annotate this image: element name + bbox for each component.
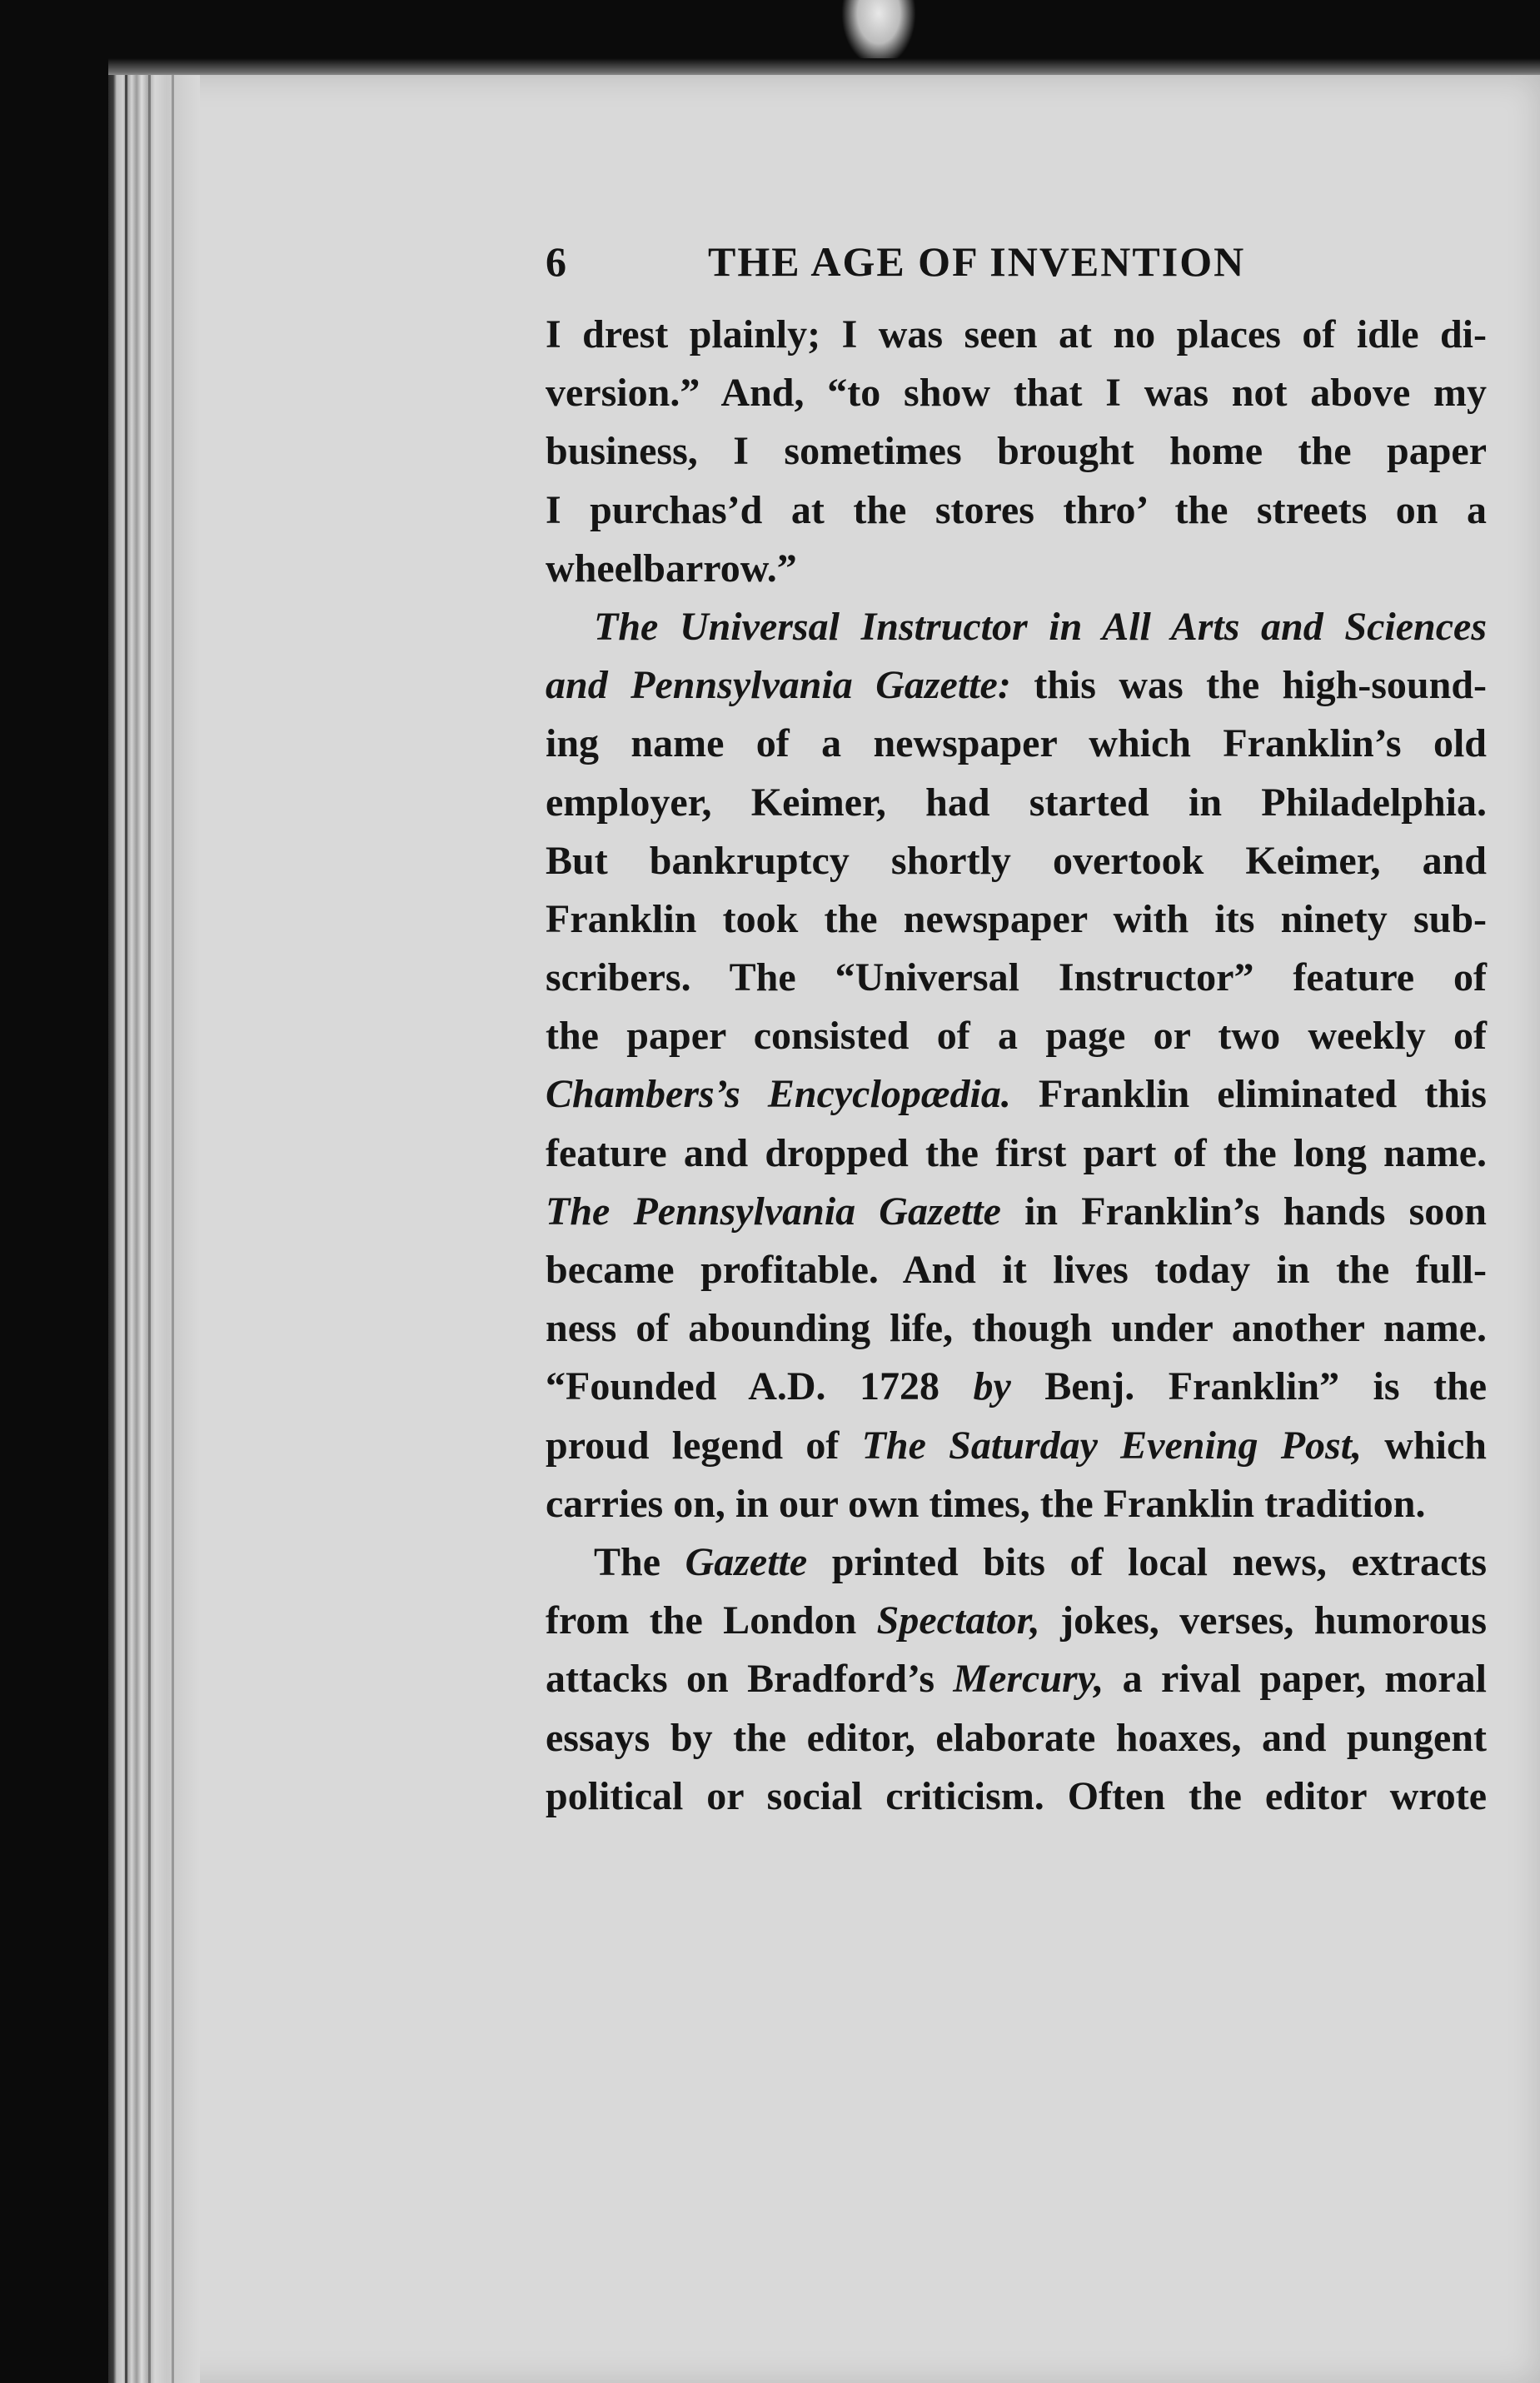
gutter-line (125, 75, 127, 2383)
italic-text: The Pennsylvania Gazette (546, 1189, 1001, 1234)
text-line (546, 598, 1487, 656)
text-line: became profitable. And it lives today in the full- (546, 1248, 1487, 1292)
text-line: Chambers’s Encyclopædia. Franklin eliminated this (546, 1072, 1487, 1117)
italic-text: The Universal Instructor in All Arts and Sciences (594, 604, 1487, 649)
text-line: and Pennsylvania Gazette: this was the high-sound- (546, 663, 1487, 708)
text-line: the paper consisted of a page or two weekly of (546, 1014, 1487, 1059)
text-line: But bankruptcy shortly overtook Keimer, and (546, 838, 1487, 883)
italic-text: Gazette (685, 1539, 808, 1584)
text-line: I drest plainly; I was seen at no places of idle di- (546, 312, 1487, 356)
body-text (546, 306, 1487, 1826)
italic-text: Spectator, (876, 1598, 1040, 1643)
text-line: essays by the editor, elaborate hoaxes, and pungent (546, 1715, 1487, 1760)
text-line: The Pennsylvania Gazette in Franklin’s hands soon (546, 1189, 1487, 1234)
torn-top-edge (841, 0, 916, 67)
italic-text: by (973, 1364, 1011, 1409)
text-line: employer, Keimer, had started in Philadelphia. (546, 780, 1487, 825)
italic-text: The Saturday Evening Post, (861, 1423, 1363, 1468)
text-line: from the London Spectator, jokes, verses, humorous (546, 1598, 1487, 1643)
text-line: feature and dropped the first part of the long name. (546, 1130, 1487, 1175)
text-line: The Gazette printed bits of local news, extracts (594, 1539, 1488, 1584)
text-line: scribers. The “Universal Instructor” feature of (546, 955, 1487, 1000)
text-line: “Founded A.D. 1728 by Benj. Franklin” is the (546, 1364, 1487, 1409)
text-line: attacks on Bradford’s Mercury, a rival paper, moral (546, 1657, 1487, 1702)
text-line: wheelbarrow.” (546, 546, 797, 591)
text-line: carries on, in our own times, the Franklin tradition. (546, 1481, 1426, 1526)
text-line: ing name of a newspaper which Franklin’s old (546, 721, 1487, 766)
text-line: I purchas’d at the stores thro’ the streets on a (546, 487, 1487, 532)
binding-gutter (108, 75, 200, 2383)
text-line: proud legend of The Saturday Evening Post, which (546, 1423, 1488, 1468)
gutter-line (148, 75, 151, 2383)
running-head-title: THE AGE OF INVENTION (708, 238, 1246, 285)
italic-text: Chambers’s Encyclopædia. (546, 1072, 1011, 1117)
page-number: 6 (546, 238, 567, 285)
running-head (546, 237, 1487, 296)
italic-text: and Pennsylvania Gazette: (546, 663, 1011, 708)
text-line: version.” And, “to show that I was not above my (546, 371, 1487, 416)
text-line: Franklin took the newspaper with its ninety sub- (546, 896, 1487, 941)
italic-text: Mercury, (953, 1657, 1104, 1702)
text-line: ness of abounding life, though under another name. (546, 1306, 1487, 1351)
text-line: political or social criticism. Often the editor wrote (546, 1773, 1487, 1818)
text-line: business, I sometimes brought home the paper (546, 429, 1487, 474)
gutter-line (172, 75, 174, 2383)
